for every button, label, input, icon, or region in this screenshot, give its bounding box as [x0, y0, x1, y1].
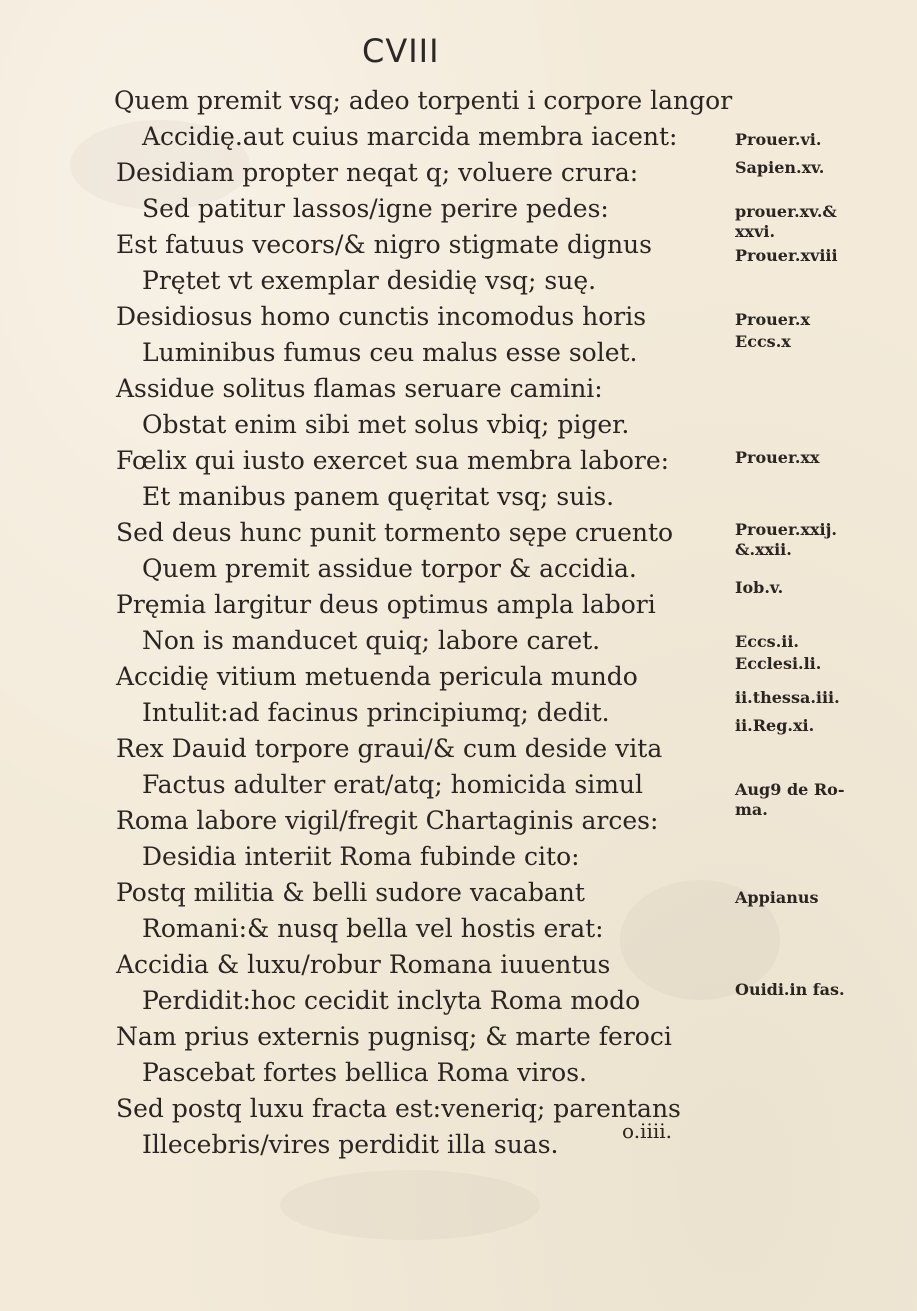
verse-line-27: Nam prius externis pugnisq; & marte feroci: [116, 1022, 672, 1051]
verse-line-24: Romani:& nusq bella vel hostis erat:: [142, 914, 604, 943]
marginal-note: ii.Reg.xi.: [735, 716, 815, 735]
verse-line-3: Desidiam propter neqat q; voluere crura:: [116, 158, 639, 187]
verse-line-2: Accidię.aut cuius marcida membra iacent:: [142, 122, 678, 151]
marginal-note: Iob.v.: [735, 578, 784, 597]
verse-line-16: Non is manducet quiq; labore caret.: [142, 626, 601, 655]
marginal-note: Ecclesi.li.: [735, 654, 822, 673]
marginal-note: Prouer.vi.: [735, 130, 822, 149]
marginal-note: Prouer.xviii: [735, 246, 838, 265]
verse-line-13: Sed deus hunc punit tormento sępe cruento: [116, 518, 674, 547]
verse-line-8: Luminibus fumus ceu malus esse solet.: [142, 338, 638, 367]
paper-stain: [280, 1170, 540, 1240]
verse-line-20: Factus adulter erat/atq; homicida simul: [142, 770, 644, 799]
verse-line-22: Desidia interiit Roma fubinde cito:: [142, 842, 580, 871]
verse-line-11: Fœlix qui iusto exercet sua membra labore:: [116, 446, 670, 475]
verse-line-4: Sed patitur lassos/igne perire pedes:: [142, 194, 609, 223]
marginal-note: Prouer.x: [735, 310, 811, 329]
verse-line-14: Quem premit assidue torpor & accidia.: [142, 554, 637, 583]
verse-line-29: Sed postq luxu fracta est:veneriq; parentans: [116, 1094, 681, 1123]
verse-line-9: Assidue solitus flamas seruare camini:: [116, 374, 603, 403]
verse-line-25: Accidia & luxu/robur Romana iuuentus: [116, 950, 611, 979]
verse-line-6: Prętet vt exemplar desidię vsq; suę.: [142, 266, 597, 295]
marginal-note: Aug9 de Ro-: [735, 780, 845, 799]
verse-line-23: Postq militia & belli sudore vacabant: [116, 878, 585, 907]
verse-line-19: Rex Dauid torpore graui/& cum deside vita: [116, 734, 663, 763]
marginal-note: Appianus: [735, 888, 819, 907]
marginal-note: Prouer.xxij.: [735, 520, 837, 539]
marginal-note: Prouer.xx: [735, 448, 820, 467]
marginal-note: prouer.xv.&: [735, 202, 837, 221]
marginal-note: ma.: [735, 800, 768, 819]
verse-line-17: Accidię vitium metuenda pericula mundo: [116, 662, 638, 691]
verse-line-5: Est fatuus vecors/& nigro stigmate dignus: [116, 230, 652, 259]
verse-line-1: Quem premit vsq; adeo torpenti i corpore langor: [114, 86, 733, 115]
signature-mark: o.iiii.: [622, 1119, 672, 1143]
verse-line-10: Obstat enim sibi met solus vbiq; piger.: [142, 410, 630, 439]
verse-line-7: Desidiosus homo cunctis incomodus horis: [116, 302, 647, 331]
marginal-note: Sapien.xv.: [735, 158, 825, 177]
verse-line-15: Pręmia largitur deus optimus ampla labori: [116, 590, 656, 619]
marginal-note: Eccs.x: [735, 332, 791, 351]
verse-line-28: Pascebat fortes bellica Roma viros.: [142, 1058, 587, 1087]
verse-line-21: Roma labore vigil/fregit Chartaginis arces:: [116, 806, 659, 835]
page-folio: CVIII: [362, 32, 440, 70]
verse-line-12: Et manibus panem quęritat vsq; suis.: [142, 482, 615, 511]
marginal-note: ii.thessa.iii.: [735, 688, 840, 707]
verse-line-26: Perdidit:hoc cecidit inclyta Roma modo: [142, 986, 641, 1015]
marginal-note: Ouidi.in fas.: [735, 980, 845, 999]
marginal-note: xxvi.: [735, 222, 776, 241]
marginal-note: Eccs.ii.: [735, 632, 799, 651]
marginal-note: &.xxii.: [735, 540, 792, 559]
verse-line-30: Illecebris/vires perdidit illa suas.: [142, 1130, 559, 1159]
verse-line-18: Intulit:ad facinus principiumq; dedit.: [142, 698, 610, 727]
